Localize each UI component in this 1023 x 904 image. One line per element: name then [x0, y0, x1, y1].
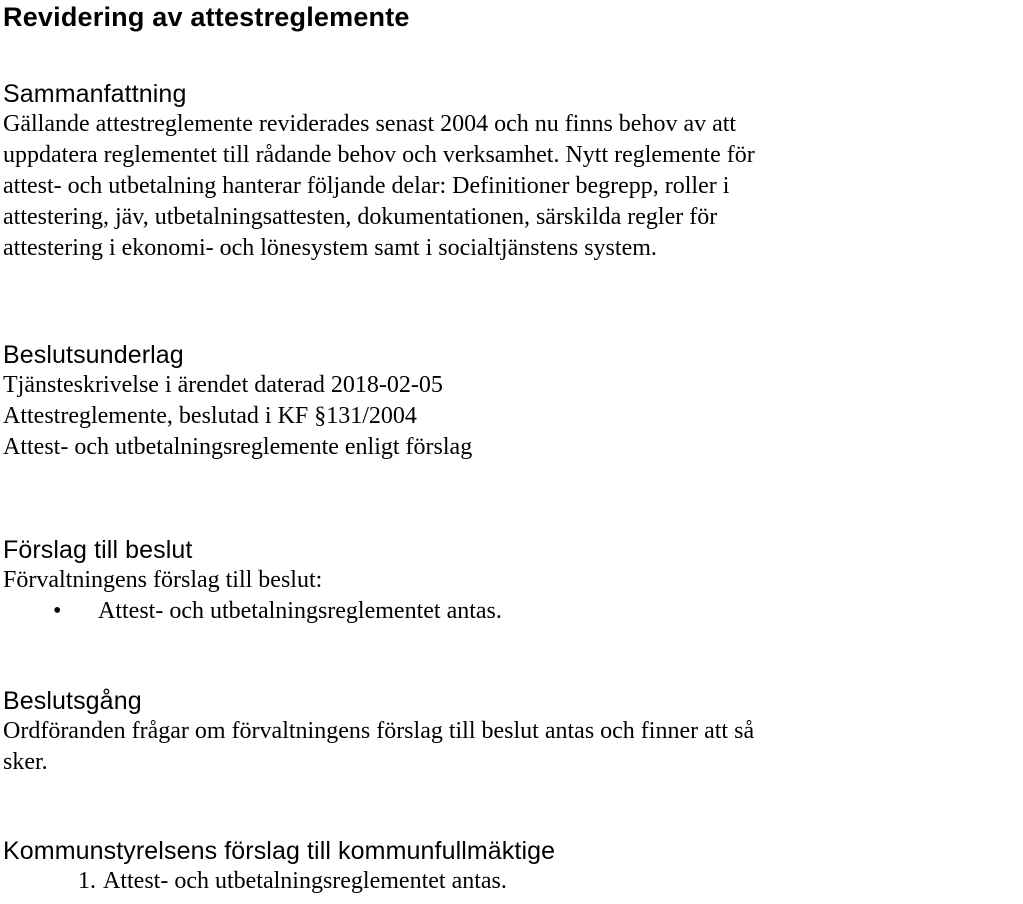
section-heading: Förslag till beslut	[3, 536, 193, 564]
bullet-icon: •	[53, 598, 62, 624]
paragraph-line: uppdatera reglementet till rådande behov och verksamhet. Nytt reglemente för	[3, 142, 755, 168]
bullet-list	[3, 596, 1021, 627]
paragraph-line: Ordföranden frågar om förvaltningens förslag till beslut antas och finner att så	[3, 718, 755, 744]
paragraph-line: attestering i ekonomi- och lönesystem samt i socialtjänstens system.	[3, 235, 657, 261]
section-heading: Kommunstyrelsens förslag till kommunfullmäktige	[3, 837, 556, 865]
list-item-text: Attest- och utbetalningsreglementet antas.	[103, 868, 507, 894]
section-heading: Sammanfattning	[3, 80, 187, 108]
section-kommunstyrelsens-forslag	[3, 836, 1021, 897]
section-forslag-till-beslut	[3, 535, 1021, 627]
list-item	[3, 866, 1021, 897]
paragraph-line: Förvaltningens förslag till beslut:	[3, 567, 323, 593]
section-heading: Beslutsunderlag	[3, 341, 184, 369]
paragraph-line: attest- och utbetalning hanterar följande delar: Definitioner begrepp, roller i	[3, 173, 730, 199]
section-beslutsunderlag	[3, 340, 1021, 463]
paragraph-line: Gällande attestreglemente reviderades senast 2004 och nu finns behov av att	[3, 111, 737, 137]
section-heading: Beslutsgång	[3, 687, 142, 715]
paragraph-line: sker.	[3, 749, 48, 775]
document-title: Revidering av attestreglemente	[3, 2, 410, 32]
list-item: Attestreglemente, beslutad i KF §131/2004	[3, 403, 417, 429]
section-sammanfattning	[3, 79, 1021, 264]
list-item-number: 1.	[78, 868, 96, 894]
title-block	[3, 0, 1021, 34]
list-item: Tjänsteskrivelse i ärendet daterad 2018-02-05	[3, 372, 443, 398]
list-item	[3, 596, 1021, 627]
list-item: Attest- och utbetalningsreglemente enligt förslag	[3, 434, 473, 460]
numbered-list	[3, 866, 1021, 897]
paragraph-line: attestering, jäv, utbetalningsattesten, dokumentationen, särskilda regler för	[3, 204, 718, 230]
section-beslutsgang	[3, 686, 1021, 778]
list-item-text: Attest- och utbetalningsreglementet antas.	[98, 598, 502, 624]
